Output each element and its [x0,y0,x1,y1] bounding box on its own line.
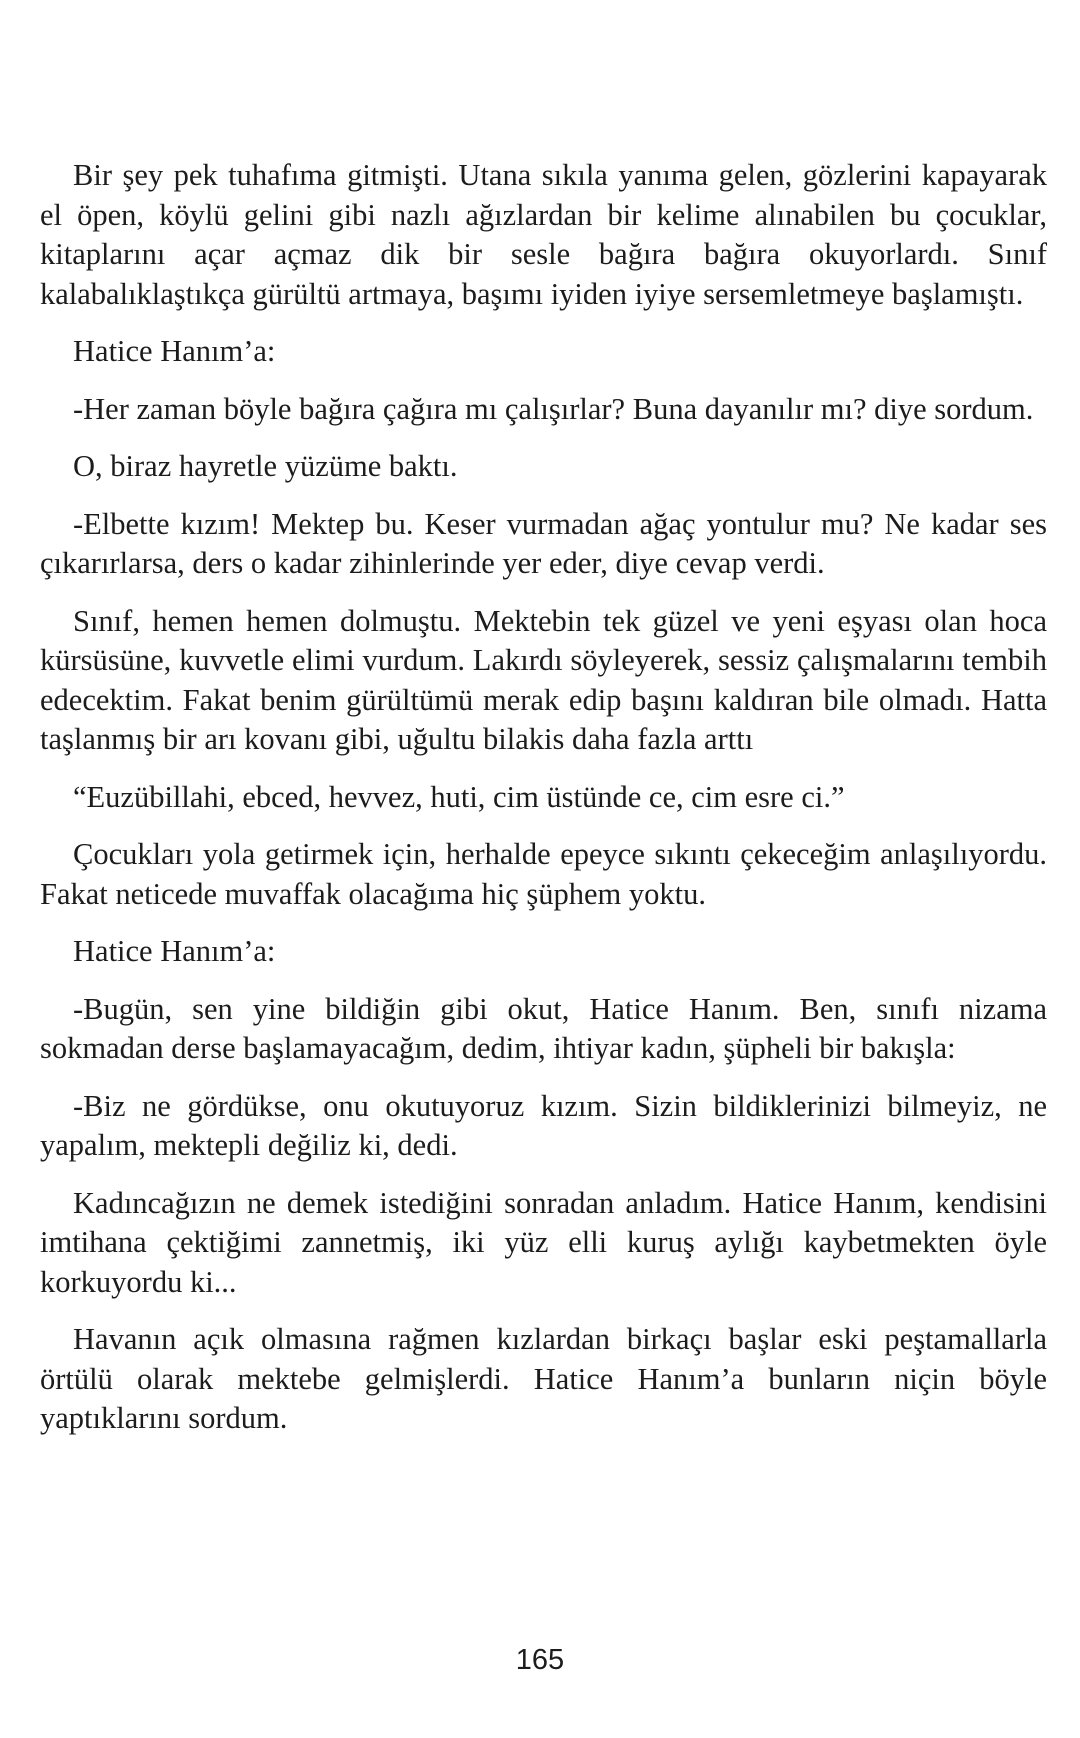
paragraph: -Biz ne gördükse, onu okutuyoruz kızım. Sizin bildiklerinizi bilmeyiz, ne yapalım, mektepli değiliz ki, dedi. [40,1088,1047,1162]
page-number: 165 [515,1644,565,1676]
paragraph: O, biraz hayretle yüzüme baktı. [73,449,458,483]
paragraph: -Her zaman böyle bağıra çağıra mı çalışırlar? Buna dayanılır mı? diye sordum. [73,391,1034,426]
paragraph: Kadıncağızın ne demek istediğini sonradan anladım. Hatice Hanım, kendisini imtihana çektiğimi zannetmiş, iki yüz elli kuruş aylığı kaybetmekten öyle korkuyordu ki... [40,1185,1047,1299]
paragraph: Bir şey pek tuhafıma gitmişti. Utana sıkıla yanıma gelen, gözlerini kapayarak el öpen, köylü gelini gibi nazlı ağızlardan bir kelime alınabilen bu çocuklar, kitaplarını açar açmaz dik bir sesle bağıra bağıra okuyorlardı. Sınıf kalabalıklaştıkça gürültü artmaya, başımı iyiden iyiye sersemletmeye başlamıştı. [40,158,1047,311]
paragraph: Havanın açık olmasına rağmen kızlardan birkaçı başlar eski peştamallarla örtülü olarak mektebe gelmişlerdi. Hatice Hanım’a bunların niçin böyle yaptıklarını sordum. [40,1322,1047,1435]
paragraph: -Elbette kızım! Mektep bu. Keser vurmadan ağaç yontulur mu? Ne kadar ses çıkarırlarsa, ders o kadar zihinlerinde yer eder, diye cevap verdi. [40,506,1047,580]
paragraph: Hatice Hanım’a: [73,334,276,368]
paragraph: -Bugün, sen yine bildiğin gibi okut, Hatice Hanım. Ben, sınıfı nizama sokmadan derse başlamayacağım, dedim, ihtiyar kadın, şüpheli bir bakışla: [40,991,1047,1065]
paragraph: Hatice Hanım’a: [73,934,276,968]
paragraph: Çocukları yola getirmek için, herhalde epeyce sıkıntı çekeceğim anlaşılıyordu. Fakat neticede muvaffak olacağıma hiç şüphem yoktu. [40,837,1047,911]
body-text [40,156,1047,1457]
paragraph: “Euzübillahi, ebced, hevvez, huti, cim üstünde ce, cim esre ci.” [73,779,845,814]
paragraph: Sınıf, hemen hemen dolmuştu. Mektebin tek güzel ve yeni eşyası olan hoca kürsüsüne, kuvvetle elimi vurdum. Lakırdı söyleyerek, sessiz çalışmalarını tembih edecektim. Fakat benim gürültümü merak edip başını kaldıran bile olmadı. Hatta taşlanmış bir arı kovanı gibi, uğultu bilakis daha fazla arttı [40,603,1047,756]
